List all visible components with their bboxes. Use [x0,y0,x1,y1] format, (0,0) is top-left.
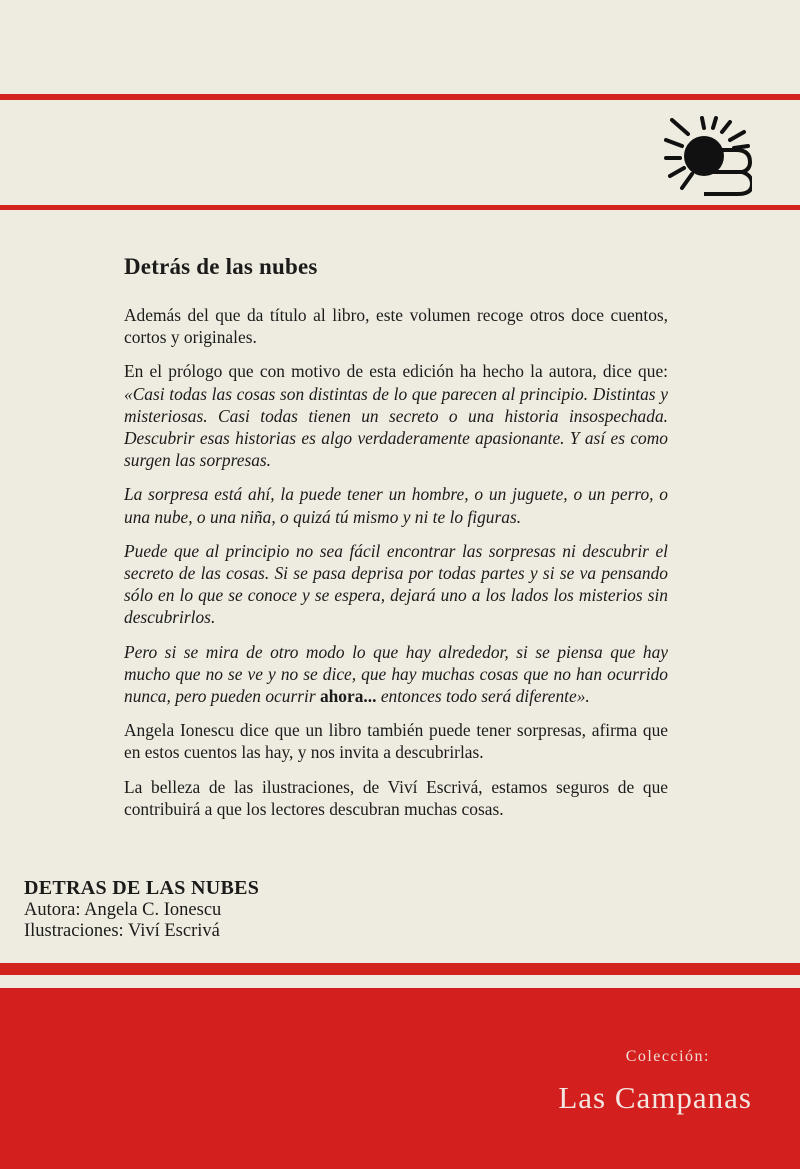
book-title: Detrás de las nubes [124,254,318,279]
blurb-paragraph-4: Puede que al principio no sea fácil encontrar las sorpresas ni descubrir el secreto de las cosas. Si se pasa deprisa por todas partes y si se va pensando sólo en lo que se conoce y se espera, dejará uno a los lados los misterios sin descubrirlos. [124,540,668,628]
blurb [124,254,668,832]
blurb-paragraph-6: Angela Ionescu dice que un libro también puede tener sorpresas, afirma que en estos cuentos las hay, y nos invita a descubrirlas. [124,720,668,763]
prologue-intro: En el prólogo que con motivo de esta edición ha hecho la autora, dice que: [124,361,668,382]
collection-label: Colección: [625,1048,710,1065]
lower-red-rule [0,963,800,975]
prologue-quote: «Casi todas las cosas son distintas de lo que parecen al principio. Distintas y misteriosas. Casi todas tienen un secreto o una historia insospechada. Descubrir esas historias es algo verdaderamente apasionante. Y así es como surgen las sorpresas. [124,383,668,471]
sun-b-publisher-logo-icon [664,112,752,196]
top-red-rule [0,94,800,100]
credits-title: DETRAS DE LAS NUBES [24,877,260,899]
quote-emphasis: ahora... [319,686,377,707]
blurb-paragraph-5 [124,641,668,708]
credits-author: Autora: Angela C. Ionescu [24,900,222,920]
quote-part-b: entonces todo será diferente». [376,686,590,707]
credits-illustrator: Ilustraciones: Viví Escrivá [24,921,220,941]
blurb-paragraph-1: Además del que da título al libro, este volumen recoge otros doce cuentos, cortos y originales. [124,305,668,348]
blurb-paragraph-2 [124,360,668,471]
blurb-paragraph-7: La belleza de las ilustraciones, de Viví Escrivá, estamos seguros de que contribuirá a que los lectores descubran muchas cosas. [124,776,668,819]
quote-part-a: Pero si se mira de otro modo lo que hay alrededor, si se piensa que hay mucho que no se ve y no se dice, que hay muchas cosas que no han ocurrido nunca, pero pueden ocurrir [124,641,668,707]
blurb-paragraph-3: La sorpresa está ahí, la puede tener un hombre, o un juguete, o un perro, o una nube, o una niña, o quizá tú mismo y ni te lo figuras. [124,484,668,527]
collection-band [0,988,800,1169]
collection-name: Las Campanas [558,1080,752,1115]
upper-red-rule [0,205,800,210]
credits [24,876,259,942]
